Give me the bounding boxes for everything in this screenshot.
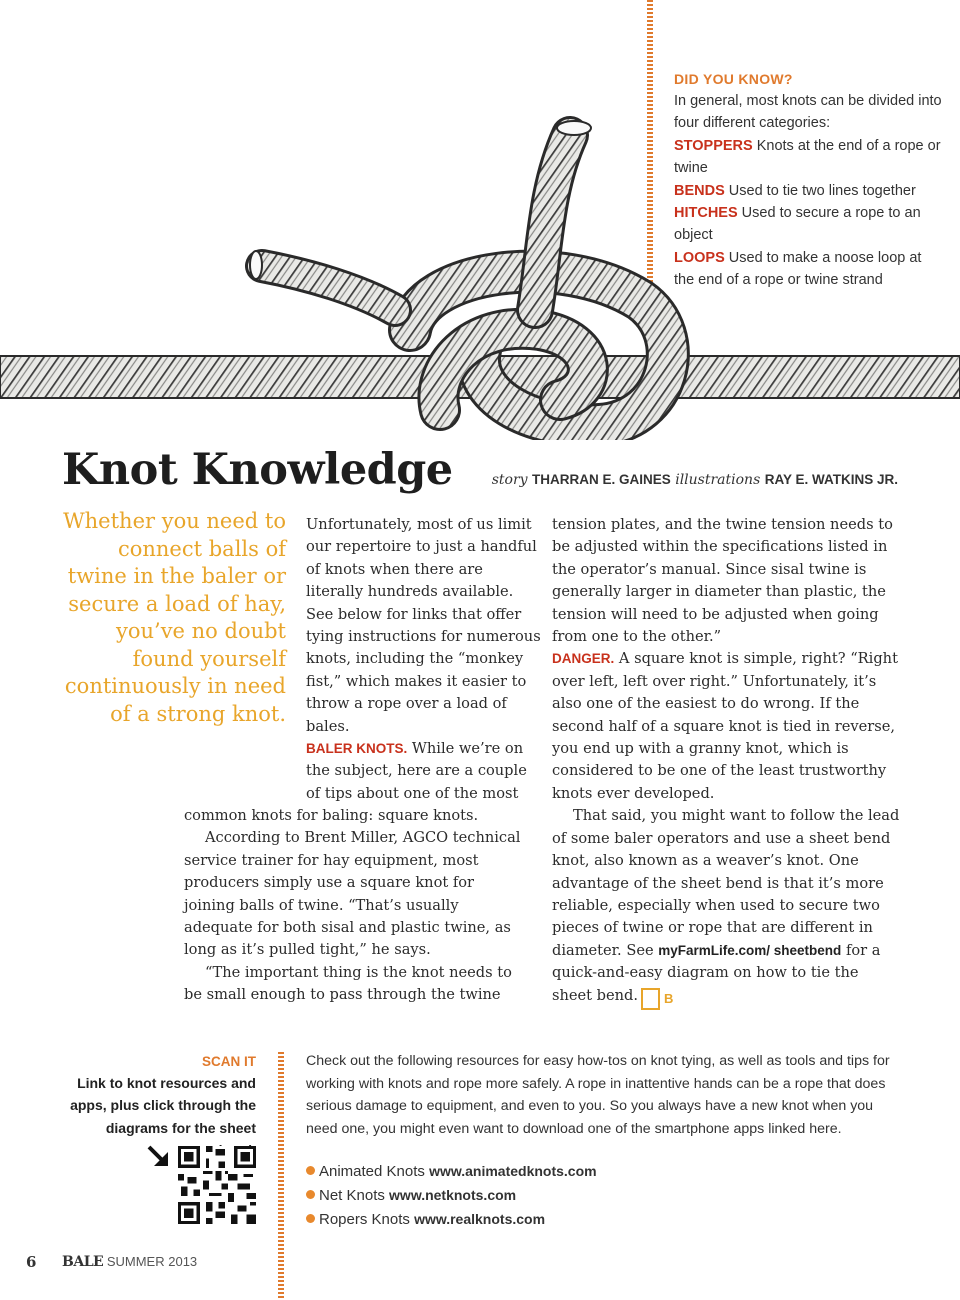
byline-author: THARRAN E. GAINES xyxy=(532,472,671,487)
resource-url[interactable]: www.netknots.com xyxy=(389,1186,517,1203)
category-term: BENDS xyxy=(674,182,725,199)
byline-illustrations-label: illustrations xyxy=(675,472,761,488)
resource-links xyxy=(306,1160,906,1231)
pull-quote: Whether you need to connect balls of twine in the baler or secure a load of hay, you’ve no doubt found yourself continuously in need of a strong knot. xyxy=(63,509,286,726)
page-number: 6 xyxy=(26,1253,37,1271)
sidebar-rule-bottom xyxy=(278,1052,284,1300)
body-paragraph: That said, you might want to follow the lead of some baler operators and use a sheet bend knot, also known as a weaver’s knot. One advantage of the sheet bend is that it’s more reliable, especially when used to secure two pieces of twine or rope that are different in diameter. See myFarmLife.com/ sheetbend for a quick-and-easy diagram on how to tie the sheet bend. B xyxy=(552,805,900,1009)
sheetbend-link[interactable]: myFarmLife.com/ sheetbend xyxy=(658,942,842,958)
bullet-icon xyxy=(306,1190,315,1199)
category-term: LOOPS xyxy=(674,249,725,266)
body-paragraph: DANGER. A square knot is simple, right? “Right over left, left over right.” Unfortunately, it’s also one of the easiest to do wrong. If the second half of a square knot is tied in reverse, you end up with a granny knot, which is considered to be one of the least trustworthy knots ever developed. xyxy=(552,650,898,802)
arrow-down-right-icon xyxy=(146,1144,172,1170)
did-you-know-intro: In general, most knots can be divided into four different categories: xyxy=(674,93,942,132)
category-term: STOPPERS xyxy=(674,137,753,154)
resources-intro: Check out the following resources for easy how-tos on knot tying, as well as tools and tips for working with knots and rope more safely. A rope in inattentive hands can be a rope that does serious damage to equipment, and even to you. So you always have a new knot when you need one, you might even want to download one of the smartphone apps linked here. xyxy=(306,1053,890,1137)
scan-it-text: Link to knot resources and apps, plus click through the diagrams for the sheet xyxy=(70,1075,256,1136)
body-column-1-upper xyxy=(306,514,542,805)
byline-illustrator: RAY E. WATKINS JR. xyxy=(764,472,898,487)
byline xyxy=(480,472,898,488)
resource-url[interactable]: www.animatedknots.com xyxy=(429,1163,597,1180)
scan-it-title: SCAN IT xyxy=(202,1054,256,1069)
category-desc: Knots at the end of a rope or twine xyxy=(674,137,941,177)
resource-url[interactable]: www.realknots.com xyxy=(414,1210,546,1227)
category-term: HITCHES xyxy=(674,205,738,222)
byline-story-label: story xyxy=(491,472,528,488)
resource-name: Ropers Knots xyxy=(319,1210,410,1228)
tail-end xyxy=(262,266,395,310)
body-paragraph: tension plates, and the twine tension needs to be adjusted within the specifications listed in the operator’s manual. Since sisal twine is generally larger in diameter than plastic, the tension will need to be adjusted when going from one to the other.” xyxy=(552,516,893,646)
category-desc: Used to make a noose loop at the end of a rope or twine strand xyxy=(674,249,922,289)
category-desc: Used to tie two lines together xyxy=(724,182,916,199)
resource-link-item[interactable] xyxy=(306,1208,906,1232)
bullet-icon xyxy=(306,1214,315,1223)
resource-link-item[interactable] xyxy=(306,1184,906,1208)
body-paragraph: “The important thing is the knot needs to be small enough to pass through the twine xyxy=(184,963,512,1004)
resources-box xyxy=(306,1050,906,1231)
qr-code-icon[interactable] xyxy=(178,1146,256,1224)
rope-end-cap xyxy=(557,121,591,135)
body-paragraph: BALER KNOTS. While we’re on the subject, here are a couple of tips about one of the most xyxy=(306,740,527,802)
issue-date: SUMMER 2013 xyxy=(106,1254,198,1269)
body-paragraph: Unfortunately, most of us limit our repertoire to just a handful of knots when there are literally hundreds available. See below for links that offer tying instructions for numerous knots, including the “monkey fist,” which makes it easier to throw a rope over a load of bales. xyxy=(306,516,541,735)
tail-end-cap xyxy=(250,251,262,279)
body-paragraph: common knots for baling: square knots. xyxy=(184,807,479,824)
category-desc: Used to secure a rope to an object xyxy=(674,205,921,244)
article-title: Knot Knowledge xyxy=(62,445,453,495)
magazine-brand: BALE xyxy=(62,1254,104,1270)
resource-name: Animated Knots xyxy=(319,1163,425,1181)
body-column-1-lower xyxy=(184,805,528,1007)
bullet-icon xyxy=(306,1166,315,1175)
did-you-know-title: DID YOU KNOW? xyxy=(674,71,793,87)
resource-link-item[interactable] xyxy=(306,1160,906,1184)
body-column-2 xyxy=(552,514,900,1010)
knot-rope-illustration xyxy=(0,110,960,440)
section-kicker: DANGER. xyxy=(552,651,615,667)
body-paragraph: According to Brent Miller, AGCO technical service trainer for hay equipment, most producers simply use a square knot for joining balls of twine. “That’s usually adequate for both sisal and plastic twine, as long as it’s pulled tight,” he says. xyxy=(184,829,521,959)
footer-masthead xyxy=(62,1254,197,1270)
section-kicker: BALER KNOTS. xyxy=(306,741,408,757)
end-of-story-mark: B xyxy=(641,988,660,1010)
resource-name: Net Knots xyxy=(319,1186,385,1204)
